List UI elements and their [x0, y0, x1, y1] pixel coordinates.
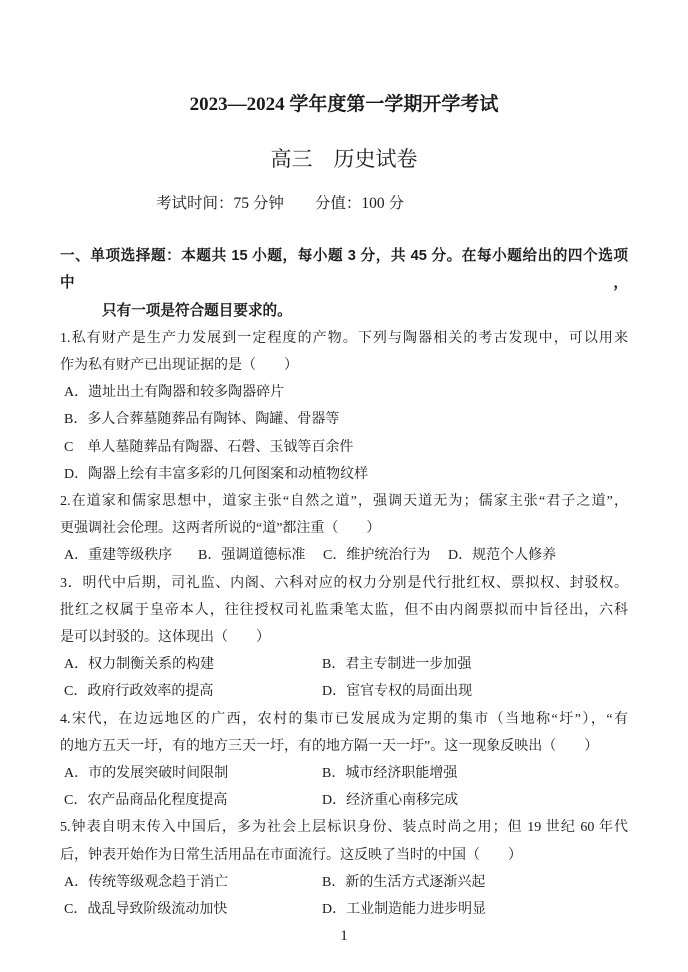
question-1-option-c: C 单人墓随葬品有陶器、石磬、玉钺等百余件: [64, 439, 354, 455]
question-1-stem-line-1: 1.私有财产是生产力发展到一定程度的产物。下列与陶器相关的考古发现中，可以用来: [60, 330, 628, 346]
question-4-stem-line-1: 4.宋代，在边远地区的广西，农村的集市已发展成为定期的集市（当地称“圩”），“有: [60, 711, 628, 727]
question-2-option-b: B．强调道德标准: [198, 548, 306, 564]
question-5-stem-line-1: 5.钟表自明末传入中国后，多为社会上层标识身份、装点时尚之用；但 19 世纪 60 年代: [60, 820, 628, 836]
question-3-stem-line-2: 批红之权属于皇帝本人，往往授权司礼监秉笔太监，但不由内阁票拟而中旨径出，六科: [60, 602, 628, 618]
question-5: [60, 814, 628, 923]
question-5-option-a: A．传统等级观念趋于消亡: [64, 874, 229, 890]
question-4: [60, 706, 628, 815]
question-1-stem-line-2: 作为私有财产已出现证据的是（ ）: [60, 358, 298, 374]
question-1-option-d: D．陶器上绘有丰富多彩的几何图案和动植物纹样: [64, 466, 369, 482]
question-1: [60, 325, 628, 488]
exam-title: 2023—2024 学年度第一学期开学考试: [189, 94, 499, 115]
question-2: [60, 488, 628, 570]
page-number: 1: [340, 928, 348, 945]
question-3-option-a: A．权力制衡关系的构建: [64, 657, 215, 673]
question-5-option-c: C．战乱导致阶级流动加快: [64, 902, 228, 918]
section-header-line-2: 只有一项是符合题目要求的。: [102, 302, 292, 319]
question-2-option-a: A．重建等级秩序: [64, 548, 173, 564]
question-3-option-c: C．政府行政效率的提高: [64, 684, 214, 700]
question-2-stem-line-2: 更强调社会伦理。这两者所说的“道”都注重（ ）: [60, 521, 381, 537]
question-2-option-d: D．规范个人修养: [448, 548, 557, 564]
question-4-stem-line-2: 的地方五天一圩，有的地方三天一圩，有的地方隔一天一圩”。这一现象反映出（ ）: [60, 738, 599, 754]
question-3-stem-line-3: 是可以封驳的。这体现出（ ）: [60, 630, 270, 646]
question-5-stem-line-2: 后，钟表开始作为日常生活用品在市面流行。这反映了当时的中国（ ）: [60, 847, 522, 863]
question-3-options-grid: [60, 651, 628, 705]
section-header-line-1: 一、单项选择题：本题共 15 小题，每小题 3 分，共 45 分。在每小题给出的四个选项中，: [60, 248, 628, 292]
question-3: [60, 570, 628, 706]
question-3-option-d: D．宦官专权的局面出现: [322, 684, 473, 700]
section-header: [60, 243, 628, 325]
question-2-stem-line-1: 2.在道家和儒家思想中，道家主张“自然之道”，强调天道无为；儒家主张“君子之道”，: [60, 494, 628, 510]
question-1-option-b: B．多人合葬墓随葬品有陶钵、陶罐、骨器等: [64, 412, 340, 428]
question-1-option-a: A．遗址出土有陶器和较多陶器碎片: [64, 385, 285, 401]
question-5-option-b: B．新的生活方式逐渐兴起: [322, 874, 486, 890]
paper-title: 高三 历史试卷: [270, 147, 418, 171]
question-4-option-c: C．农产品商品化程度提高: [64, 793, 228, 809]
question-4-option-d: D．经济重心南移完成: [322, 793, 459, 809]
question-4-options-grid: [60, 760, 628, 814]
question-3-stem-line-1: 3．明代中后期，司礼监、内阁、六科对应的权力分别是代行批红权、票拟权、封驳权。: [60, 575, 628, 591]
question-5-options-grid: [60, 869, 628, 923]
question-2-options-row: [60, 542, 628, 569]
question-4-option-a: A．市的发展突破时间限制: [64, 766, 229, 782]
exam-info: 考试时间：75 分钟 分值：100 分: [156, 195, 405, 212]
question-2-option-c: C．维护统治行为: [323, 548, 431, 564]
question-5-option-d: D．工业制造能力进步明显: [322, 902, 487, 918]
question-3-option-b: B．君主专制进一步加强: [322, 657, 472, 673]
question-4-option-b: B．城市经济职能增强: [322, 766, 458, 782]
